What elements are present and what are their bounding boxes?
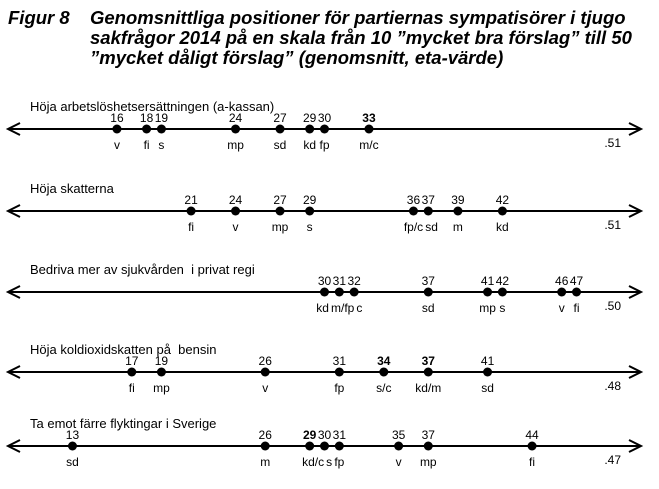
data-point	[424, 288, 433, 297]
data-point	[157, 368, 166, 377]
value-label: 18	[139, 111, 154, 125]
value-label: 42	[495, 274, 510, 288]
party-label: s	[158, 138, 165, 152]
value-label: 44	[525, 428, 539, 442]
data-point	[335, 368, 344, 377]
figure-label: Figur 8	[8, 7, 70, 28]
data-point	[157, 125, 166, 134]
party-label: s	[499, 301, 506, 315]
row-label: Höja koldioxidskatten på bensin	[30, 342, 217, 357]
party-label: fp	[334, 455, 345, 469]
party-label: v	[395, 455, 402, 469]
data-point	[394, 442, 403, 451]
value-label: 46	[555, 274, 569, 288]
value-label: 42	[495, 193, 510, 207]
data-point	[453, 207, 462, 216]
party-label: v	[262, 381, 269, 395]
value-label: 24	[228, 193, 243, 207]
party-label: mp	[419, 455, 437, 469]
value-label: 19	[154, 111, 169, 125]
party-label: mp	[227, 138, 244, 152]
data-point	[68, 442, 77, 451]
data-point	[528, 442, 537, 451]
value-label: 33	[362, 111, 376, 125]
value-label: 29	[302, 193, 317, 207]
party-label: mp	[153, 381, 170, 395]
party-label: v	[232, 220, 239, 234]
party-label: mp	[479, 301, 496, 315]
party-label: fp/c	[403, 220, 424, 234]
data-point	[320, 288, 329, 297]
party-label: m	[452, 220, 463, 234]
value-label: 41	[480, 274, 495, 288]
title-line: sakfrågor 2014 på en skala från 10 ”mycket bra förslag” till 50	[90, 27, 632, 48]
data-point	[320, 442, 329, 451]
value-label: 24	[228, 111, 243, 125]
party-label: m/fp	[330, 301, 355, 315]
row-label: Ta emot färre flyktingar i Sverige	[30, 416, 217, 431]
eta-value: .47	[604, 453, 621, 467]
data-point	[498, 288, 507, 297]
data-point	[142, 125, 151, 134]
party-label: fi	[128, 381, 135, 395]
value-label: 41	[480, 354, 495, 368]
data-point	[483, 368, 492, 377]
value-label: 16	[110, 111, 124, 125]
value-label: 26	[258, 428, 272, 442]
value-label: 37	[421, 274, 435, 288]
party-label: kd/c	[302, 455, 325, 469]
value-label: 37	[421, 193, 435, 207]
data-point	[231, 207, 240, 216]
party-label: s	[326, 455, 333, 469]
value-label: 29	[302, 111, 317, 125]
data-point	[112, 125, 121, 134]
data-point	[379, 368, 388, 377]
value-label: 31	[332, 428, 347, 442]
value-label: 34	[377, 354, 391, 368]
party-label: fp	[334, 381, 345, 395]
data-point	[424, 442, 433, 451]
value-label: 37	[421, 428, 435, 442]
data-point	[498, 207, 507, 216]
chart-row	[8, 416, 641, 469]
party-label: m/c	[359, 138, 379, 152]
data-point	[276, 207, 285, 216]
party-label: v	[558, 301, 565, 315]
data-point	[305, 125, 314, 134]
party-label: fp	[319, 138, 330, 152]
data-point	[305, 442, 314, 451]
value-label: 36	[406, 193, 421, 207]
data-point	[320, 125, 329, 134]
data-point	[305, 207, 314, 216]
value-label: 37	[421, 354, 435, 368]
party-label: m	[260, 455, 271, 469]
chart-row	[8, 262, 641, 315]
data-point	[483, 288, 492, 297]
party-label: c	[356, 301, 363, 315]
data-point	[572, 288, 581, 297]
party-label: sd	[421, 301, 435, 315]
party-label: sd	[481, 381, 494, 395]
value-label: 13	[65, 428, 80, 442]
chart-row	[8, 342, 641, 395]
value-label: 32	[347, 274, 361, 288]
data-point	[335, 442, 344, 451]
value-label: 35	[391, 428, 406, 442]
party-label: fi	[188, 220, 195, 234]
data-point	[187, 207, 196, 216]
data-point	[409, 207, 418, 216]
chart-row	[8, 99, 641, 152]
title-line: Genomsnittliga positioner för partiernas sympatisörer i tjugo	[90, 7, 626, 28]
party-label: sd	[273, 138, 287, 152]
party-label: s/c	[376, 381, 392, 395]
party-label: kd	[496, 220, 509, 234]
party-label: mp	[271, 220, 289, 234]
row-label: Bedriva mer av sjukvården i privat regi	[30, 262, 255, 277]
data-point	[350, 288, 359, 297]
party-label: sd	[425, 220, 438, 234]
value-label: 29	[302, 428, 317, 442]
data-point	[424, 368, 433, 377]
value-label: 30	[317, 111, 332, 125]
value-label: 21	[184, 193, 198, 207]
value-label: 31	[332, 274, 347, 288]
row-label: Höja arbetslöshetsersättningen (a-kassan)	[30, 99, 275, 114]
data-point	[335, 288, 344, 297]
eta-value: .48	[604, 379, 621, 393]
value-label: 19	[154, 354, 169, 368]
party-label: kd/m	[415, 381, 442, 395]
data-point	[557, 288, 566, 297]
title-line: ”mycket dåligt förslag” (genomsnitt, eta-värde)	[90, 47, 504, 68]
data-point	[276, 125, 285, 134]
value-label: 27	[273, 111, 287, 125]
data-point	[364, 125, 373, 134]
party-label: fi	[529, 455, 536, 469]
data-point	[424, 207, 433, 216]
value-label: 17	[125, 354, 139, 368]
value-label: 27	[273, 193, 287, 207]
data-point	[261, 442, 270, 451]
eta-value: .50	[604, 299, 621, 313]
party-label: kd	[316, 301, 329, 315]
party-label: v	[113, 138, 120, 152]
data-point	[127, 368, 136, 377]
party-label: fi	[573, 301, 580, 315]
data-point	[231, 125, 240, 134]
party-label: s	[306, 220, 313, 234]
value-label: 47	[569, 274, 584, 288]
eta-value: .51	[604, 218, 621, 232]
chart-row	[8, 181, 641, 234]
value-label: 30	[317, 274, 332, 288]
party-label: fi	[143, 138, 150, 152]
party-label: sd	[66, 455, 79, 469]
value-label: 31	[332, 354, 347, 368]
eta-value: .51	[604, 136, 621, 150]
data-point	[261, 368, 270, 377]
party-label: kd	[303, 138, 317, 152]
value-label: 39	[451, 193, 465, 207]
value-label: 26	[258, 354, 272, 368]
row-label: Höja skatterna	[30, 181, 114, 196]
value-label: 30	[317, 428, 332, 442]
